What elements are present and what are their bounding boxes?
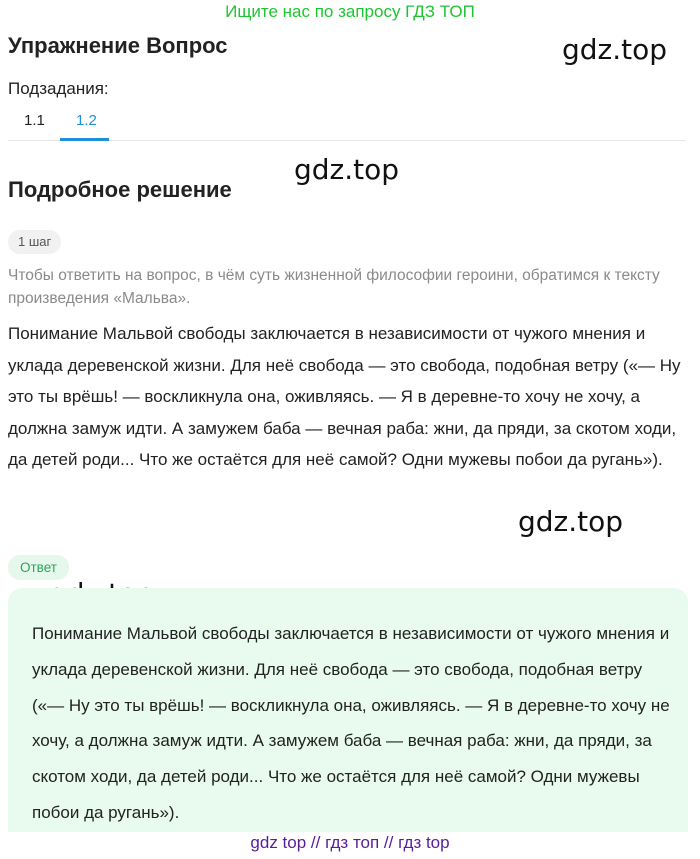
- active-tab-indicator: [60, 138, 109, 141]
- solution-title: Подробное решение: [8, 177, 232, 202]
- watermark: gdz.top: [562, 33, 668, 66]
- solution-hint: Чтобы ответить на вопрос, в чём суть жизненной философии героини, обратимся к тексту произведения «Мальва».: [8, 267, 660, 307]
- tab-subtask-1-2[interactable]: 1.2: [76, 112, 97, 129]
- tab-subtask-1-1[interactable]: 1.1: [24, 112, 45, 129]
- subtasks-label: Подзадания:: [8, 79, 109, 98]
- answer-badge: Ответ: [8, 555, 69, 580]
- search-banner: Ищите нас по запросу ГДЗ ТОП: [225, 2, 475, 21]
- page-title: Упражнение Вопрос: [8, 33, 228, 58]
- answer-box: [8, 588, 688, 832]
- footer-links: gdz top // гдз топ // гдз top: [250, 833, 450, 852]
- solution-text: Понимание Мальвой свободы заключается в независимости от чужого мнения и уклада деревенской жизни. Для неё свобода — это свобода, подобная ветру («— Ну это ты врёшь! — воскликнула она, оживляясь. — Я в деревне-то хочу не хочу, а должна замуж идти. А замужем баба — вечная раба: жни, да пряди, за скотом ходи, да детей роди... Что же остаётся для неё самой? Одни мужевы побои да ругань»).: [8, 324, 681, 469]
- subtask-tabs: [8, 104, 686, 141]
- step-badge: 1 шаг: [8, 230, 61, 254]
- watermark: gdz.top: [294, 153, 400, 186]
- watermark: gdz.top: [518, 505, 624, 538]
- answer-text: Понимание Мальвой свободы заключается в независимости от чужого мнения и уклада деревенской жизни. Для неё свобода — это свобода, подобная ветру («— Ну это ты врёшь! — воскликнула она, оживляясь. — Я в деревне-то хочу не хочу, а должна замуж идти. А замужем баба — вечная раба: жни, да пряди, за скотом ходи, да детей роди... Что же остаётся для неё самой? Одни мужевы побои да ругань»).: [32, 624, 670, 822]
